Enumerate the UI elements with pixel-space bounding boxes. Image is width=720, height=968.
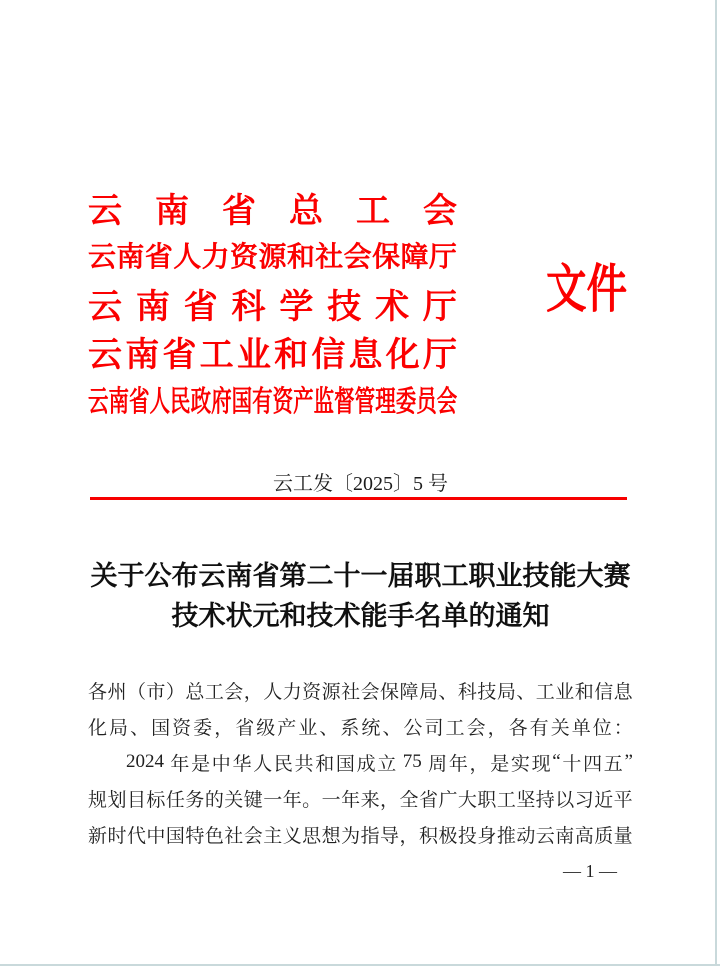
document-title-line1: 关于公布云南省第二十一届职工职业技能大赛 bbox=[90, 561, 631, 591]
red-separator-line bbox=[90, 497, 627, 500]
document-type-label: 文件 bbox=[546, 262, 628, 319]
body-line: 规 划 目 标 任 务 的 关 键 一 年 。 一 年 来 ， 全 省 广 大 职 工 坚 持 以 习 近 平 bbox=[88, 789, 633, 811]
org-name-line bbox=[88, 375, 457, 423]
body-line: 新 时 代 中 国 特 色 社 会 主 义 思 想 为 指 导 ， 积 极 投 身 推 动 云 南 高 质 量 bbox=[88, 825, 633, 847]
org-name-line: 云 南 省 工 业 和 信 息 化 厅 bbox=[88, 336, 457, 374]
page-edge-bottom bbox=[0, 964, 720, 966]
body-line: 2024 年 是 中 华 人 民 共 和 国 成 立 75 周 年 ， 是 实 现 “ 十 四 五 ” bbox=[126, 751, 633, 775]
org-name-line: 云 南 省 人 力 资 源 和 社 会 保 障 厅 bbox=[88, 242, 457, 273]
page-edge-right bbox=[715, 0, 717, 966]
document-body bbox=[88, 672, 633, 852]
page-number: — 1 — bbox=[563, 861, 617, 881]
document-title-line2: 技术状元和技术能手名单的通知 bbox=[171, 601, 550, 631]
body-line: 各 州 （ 市 ） 总 工 会 ， 人 力 资 源 社 会 保 障 局 、 科 技 局 、 工 业 和 信 息 bbox=[88, 681, 633, 703]
org-name-line: 云 南 省 总 工 会 bbox=[88, 192, 457, 230]
document-number: 云工发〔2025〕5 号 bbox=[273, 473, 448, 495]
org-name-line: 云 南 省 科 学 技 术 厅 bbox=[88, 288, 457, 326]
body-line: 化 局 、 国 资 委 ， 省 级 产 业 、 系 统 、 公 司 工 会 ， 各 有 关 单 位 ： bbox=[88, 717, 633, 739]
document-title bbox=[80, 556, 641, 636]
org-name-line-text: 云 南 省 人 民 政 府 国 有 资 产 监 督 管 理 委 员 会 bbox=[88, 385, 458, 418]
letterhead bbox=[88, 183, 457, 423]
